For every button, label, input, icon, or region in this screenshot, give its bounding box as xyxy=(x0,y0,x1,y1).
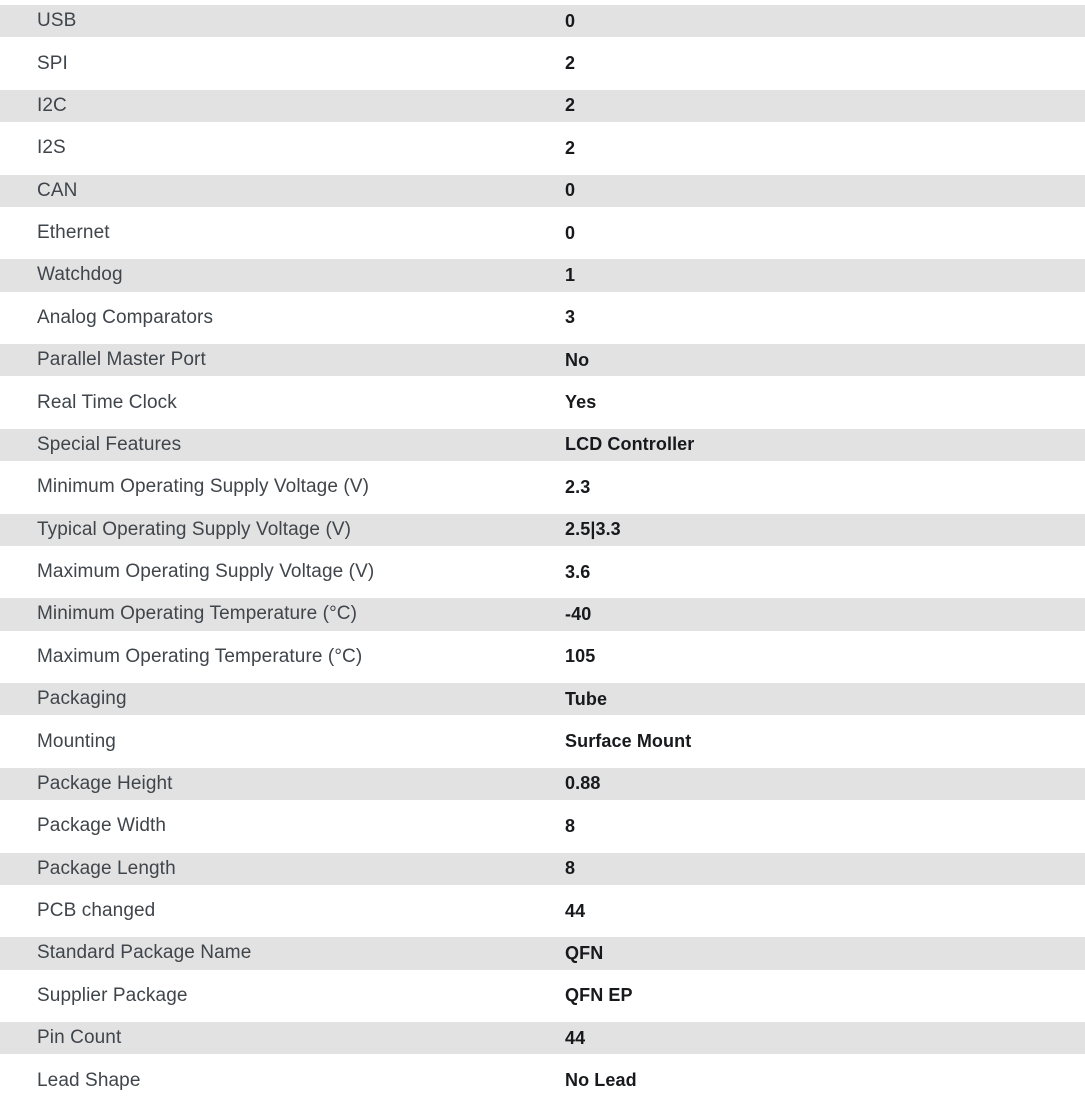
spec-label: Watchdog xyxy=(37,264,123,286)
spec-value: LCD Controller xyxy=(565,434,695,455)
table-row xyxy=(0,466,1085,508)
table-row xyxy=(0,339,1085,381)
spec-label: Package Height xyxy=(37,772,173,794)
spec-value: 0 xyxy=(565,180,576,201)
spec-label: Pin Count xyxy=(37,1027,122,1049)
spec-label: I2S xyxy=(37,137,66,159)
spec-value: 44 xyxy=(565,1027,586,1048)
spec-label: Maximum Operating Temperature (°C) xyxy=(37,645,363,667)
spec-value: 8 xyxy=(565,858,576,879)
spec-label: Mounting xyxy=(37,730,116,752)
table-row xyxy=(0,509,1085,551)
spec-value: 2 xyxy=(565,95,576,116)
spec-value: QFN xyxy=(565,942,604,963)
table-row xyxy=(0,127,1085,169)
spec-label: Packaging xyxy=(37,688,127,710)
spec-value: 44 xyxy=(565,900,586,921)
spec-label: Standard Package Name xyxy=(37,942,252,964)
table-row xyxy=(0,1017,1085,1059)
spec-label: Minimum Operating Temperature (°C) xyxy=(37,603,358,625)
table-row xyxy=(0,254,1085,296)
spec-value: 0 xyxy=(565,222,576,243)
table-row xyxy=(0,593,1085,635)
spec-label: PCB changed xyxy=(37,900,156,922)
table-row xyxy=(0,1059,1085,1101)
table-row xyxy=(0,0,1085,42)
spec-value: 2 xyxy=(565,137,576,158)
spec-label: Special Features xyxy=(37,433,182,455)
spec-label: Minimum Operating Supply Voltage (V) xyxy=(37,476,370,498)
spec-value: 8 xyxy=(565,815,576,836)
spec-value: QFN EP xyxy=(565,985,633,1006)
spec-label: Analog Comparators xyxy=(37,306,214,328)
spec-value: -40 xyxy=(565,603,592,624)
table-row xyxy=(0,636,1085,678)
spec-label: Parallel Master Port xyxy=(37,349,206,371)
spec-label: Lead Shape xyxy=(37,1069,141,1091)
spec-label: I2C xyxy=(37,94,67,116)
table-row xyxy=(0,424,1085,466)
table-row xyxy=(0,975,1085,1017)
spec-value: 1 xyxy=(565,264,576,285)
table-row xyxy=(0,848,1085,890)
table-row xyxy=(0,212,1085,254)
spec-label: Maximum Operating Supply Voltage (V) xyxy=(37,561,375,583)
table-row xyxy=(0,932,1085,974)
spec-value: 3.6 xyxy=(565,561,591,582)
spec-label: USB xyxy=(37,10,77,32)
table-row xyxy=(0,297,1085,339)
spec-value: 0 xyxy=(565,10,576,31)
spec-value: 2.5|3.3 xyxy=(565,519,621,540)
spec-value: 0.88 xyxy=(565,773,601,794)
spec-value: Yes xyxy=(565,392,597,413)
spec-label: Package Width xyxy=(37,815,167,837)
table-row xyxy=(0,763,1085,805)
spec-value: Tube xyxy=(565,688,608,709)
spec-label: Real Time Clock xyxy=(37,391,177,413)
spec-label: SPI xyxy=(37,52,68,74)
spec-label: Supplier Package xyxy=(37,984,188,1006)
table-row xyxy=(0,381,1085,423)
spec-value: No xyxy=(565,349,590,370)
table-row xyxy=(0,551,1085,593)
table-row xyxy=(0,678,1085,720)
table-row xyxy=(0,170,1085,212)
spec-label: CAN xyxy=(37,179,78,201)
spec-label: Package Length xyxy=(37,857,176,879)
table-row xyxy=(0,42,1085,84)
spec-value: 3 xyxy=(565,307,576,328)
spec-value: 105 xyxy=(565,646,596,667)
spec-value: 2 xyxy=(565,53,576,74)
table-row xyxy=(0,890,1085,932)
table-row xyxy=(0,720,1085,762)
spec-value: Surface Mount xyxy=(565,731,692,752)
table-row xyxy=(0,85,1085,127)
spec-value: No Lead xyxy=(565,1070,637,1091)
spec-label: Typical Operating Supply Voltage (V) xyxy=(37,518,352,540)
spec-value: 2.3 xyxy=(565,476,591,497)
spec-label: Ethernet xyxy=(37,222,110,244)
table-row xyxy=(0,805,1085,847)
